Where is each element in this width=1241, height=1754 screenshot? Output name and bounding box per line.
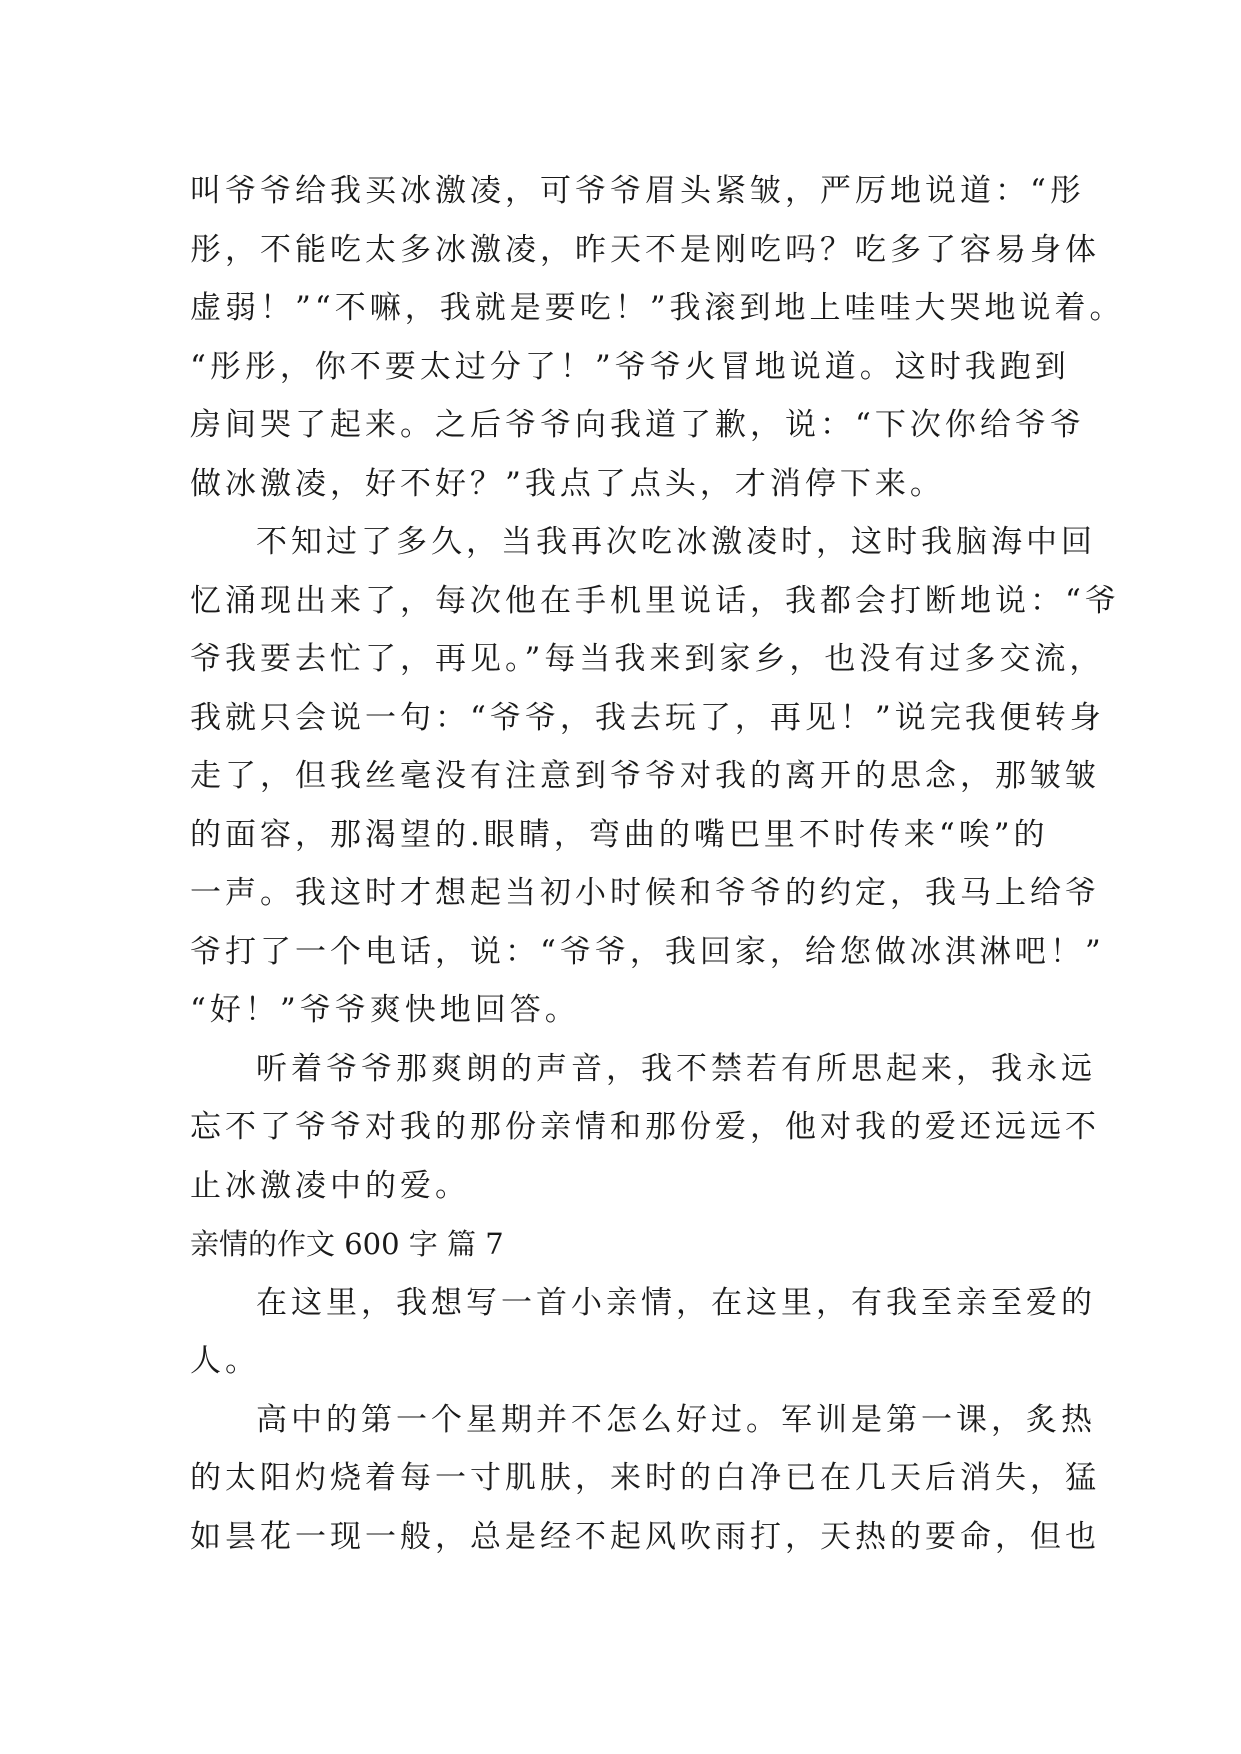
text-line: 忆涌现出来了，每次他在手机里说话，我都会打断地说：“爷 (190, 582, 1120, 619)
text-line: 如昙花一现一般，总是经不起风吹雨打，天热的要命，但也 (190, 1518, 1100, 1555)
paragraph (190, 513, 1120, 1040)
document-body (190, 162, 1125, 1566)
paragraph (190, 1274, 1096, 1391)
text-line: 爷我要去忙了，再见。”每当我来到家乡，也没有过多交流， (190, 641, 1105, 677)
text-line: 在这里，我想写一首小亲情，在这里，有我至亲至爱的 (256, 1284, 1096, 1321)
paragraph (190, 1391, 1100, 1567)
section-heading: 亲情的作文 600 字 篇 7 (190, 1227, 504, 1261)
text-line: 走了，但我丝毫没有注意到爷爷对我的离开的思念，那皱皱 (190, 758, 1100, 794)
text-line: 房间哭了起来。之后爷爷向我道了歉，说：“下次你给爷爷 (190, 407, 1085, 443)
text-line: 听着爷爷那爽朗的声音，我不禁若有所思起来，我永远 (256, 1050, 1096, 1087)
text-line: 叫爷爷给我买冰激凌，可爷爷眉头紧皱，严厉地说道：“彤 (190, 173, 1085, 209)
text-line: 的太阳灼烧着每一寸肌肤，来时的白净已在几天后消失，猛 (190, 1460, 1100, 1496)
paragraph (190, 1040, 1100, 1216)
text-line: 的面容，那渴望的.眼睛，弯曲的嘴巴里不时传来“唉”的 (190, 816, 1049, 853)
text-line: 高中的第一个星期并不怎么好过。军训是第一课，炙热 (256, 1401, 1096, 1438)
text-line: 不知过了多久，当我再次吃冰激凌时，这时我脑海中回 (256, 524, 1096, 560)
text-line: 止冰激凌中的爱。 (190, 1167, 470, 1204)
text-line: 忘不了爷爷对我的那份亲情和那份爱，他对我的爱还远远不 (190, 1109, 1100, 1145)
text-line: 彤，不能吃太多冰激凌，昨天不是刚吃吗？吃多了容易身体 (190, 231, 1100, 268)
text-line: 我就只会说一句：“爷爷，我去玩了，再见！”说完我便转身 (190, 699, 1105, 736)
text-line: 虚弱！”“不嘛，我就是要吃！”我滚到地上哇哇大哭地说着。 (190, 290, 1125, 326)
text-line: 做冰激凌，好不好？”我点了点头，才消停下来。 (190, 465, 945, 502)
text-line: “彤彤，你不要太过分了！”爷爷火冒地说道。这时我跑到 (190, 348, 1070, 385)
text-line: “好！”爷爷爽快地回答。 (190, 992, 580, 1028)
paragraph (190, 162, 1125, 513)
text-line: 人。 (190, 1343, 260, 1379)
text-line: 一声。我这时才想起当初小时候和爷爷的约定，我马上给爷 (190, 875, 1100, 911)
text-line: 爷打了一个电话，说：“爷爷，我回家，给您做冰淇淋吧！” (190, 933, 1105, 970)
